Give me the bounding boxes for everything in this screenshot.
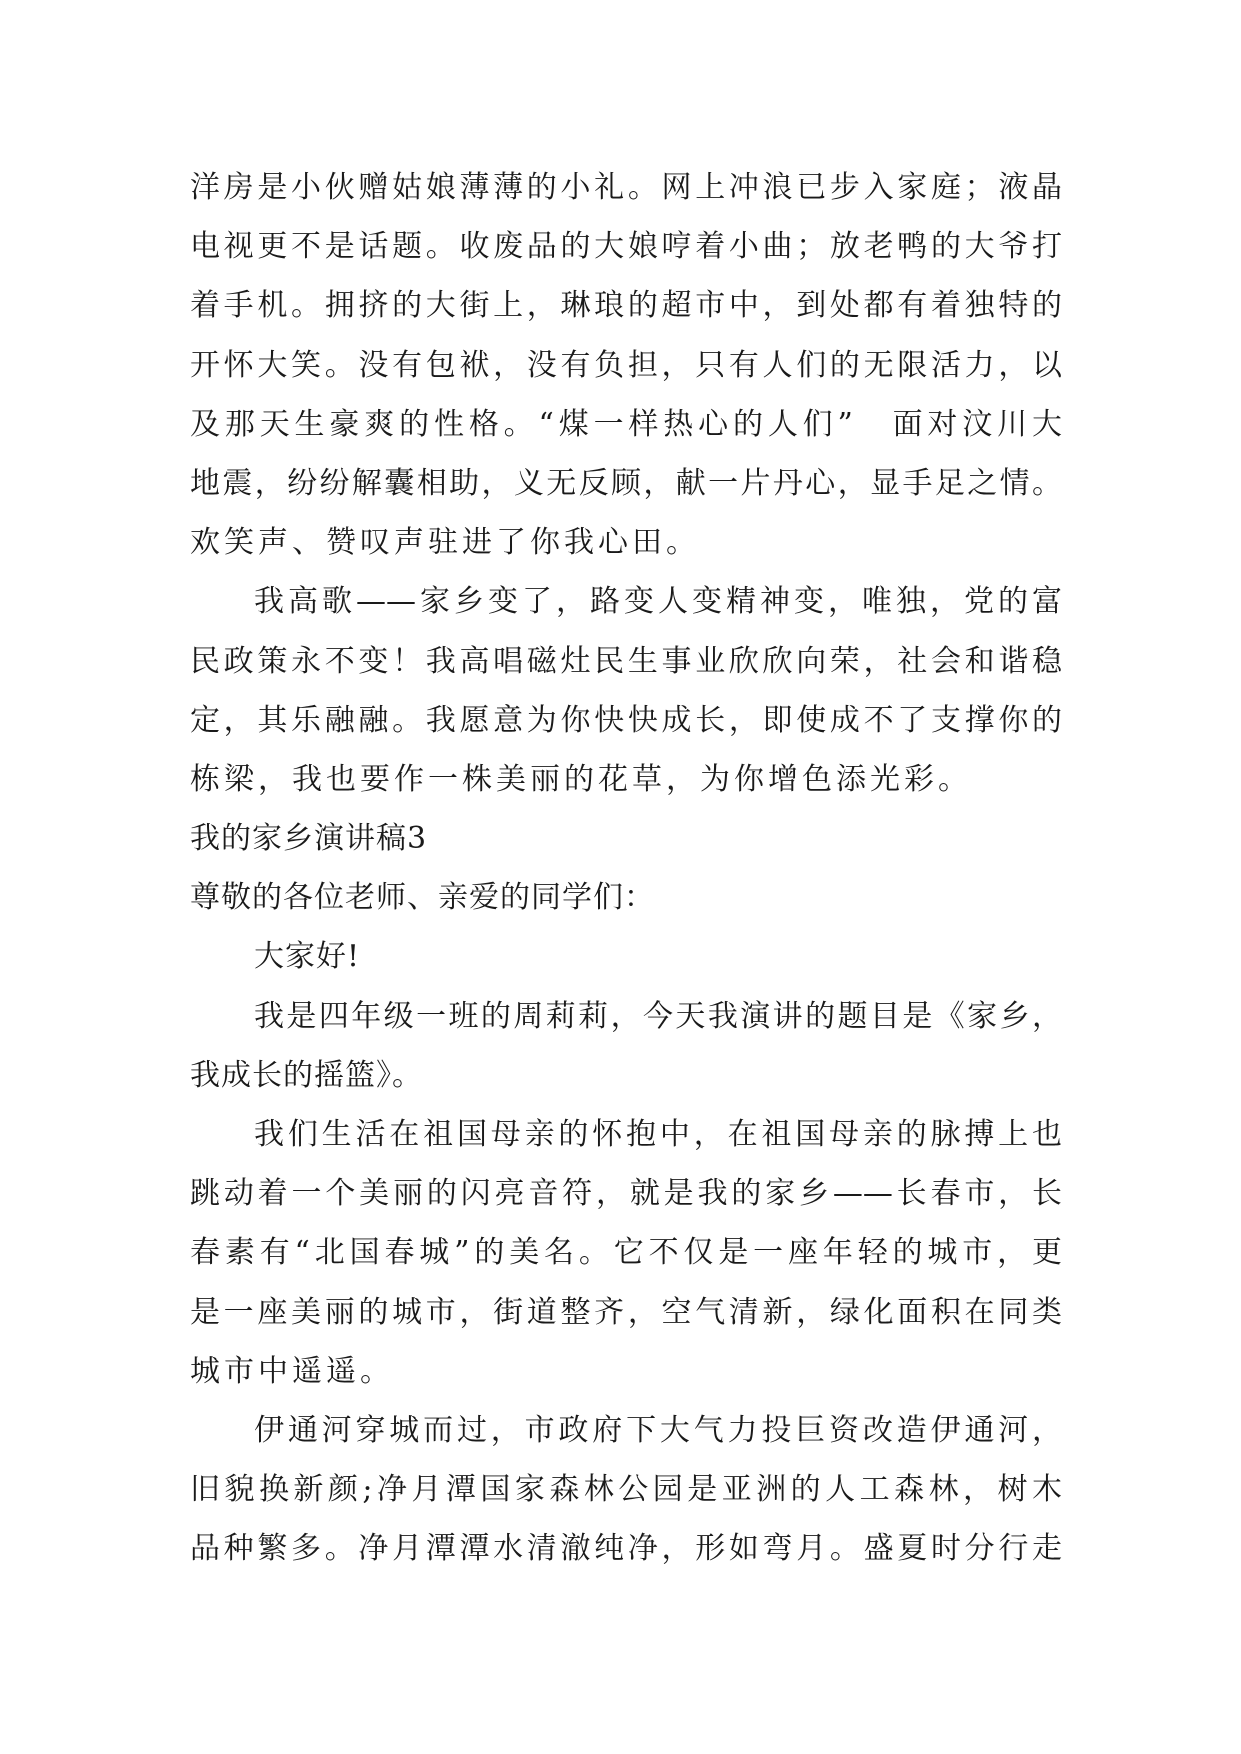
- text-line: 栋梁，我也要作一株美丽的花草，为你增色添光彩。: [190, 761, 972, 797]
- paragraph-start-line: 我是四年级一班的周莉莉，今天我演讲的题目是《家乡，: [254, 998, 1062, 1034]
- text-line: 着手机。拥挤的大街上，琳琅的超市中，到处都有着独特的: [190, 288, 1062, 324]
- text-line: 我成长的摇篮》。: [190, 1057, 423, 1093]
- text-line: 定，其乐融融。我愿意为你快快成长，即使成不了支撑你的: [190, 702, 1062, 738]
- paragraph-start-line: 我们生活在祖国母亲的怀抱中，在祖国母亲的脉搏上也: [254, 1117, 1062, 1152]
- section-heading: 我的家乡演讲稿3: [190, 821, 428, 857]
- text-line: 跳动着一个美丽的闪亮音符，就是我的家乡——长春市，长: [190, 1176, 1062, 1212]
- salutation: 尊敬的各位老师、亲爱的同学们：: [190, 880, 655, 916]
- text-line: 欢笑声、赞叹声驻进了你我心田。: [190, 525, 700, 561]
- text-line: 民政策永不变！我高唱磁灶民生事业欣欣向荣，社会和谐稳: [190, 643, 1062, 679]
- paragraph-start-line: 伊通河穿城而过，市政府下大气力投巨资改造伊通河，: [254, 1412, 1062, 1448]
- text-line: 城市中遥遥。: [190, 1353, 394, 1389]
- text-line: 是一座美丽的城市，街道整齐，空气清新，绿化面积在同类: [190, 1294, 1062, 1330]
- text-line: 品种繁多。净月潭潭水清澈纯净，形如弯月。盛夏时分行走: [190, 1531, 1062, 1567]
- paragraph-start-line: 我高歌——家乡变了，路变人变精神变，唯独，党的富: [254, 584, 1062, 620]
- text-line: 开怀大笑。没有包袱，没有负担，只有人们的无限活力，以: [190, 347, 1062, 383]
- greeting: 大家好!: [254, 939, 361, 975]
- text-line: 及那天生豪爽的性格。“煤一样热心的人们” 面对汶川大: [190, 406, 1062, 442]
- text-line: 洋房是小伙赠姑娘薄薄的小礼。网上冲浪已步入家庭；液晶: [190, 170, 1062, 205]
- document-body: [190, 158, 1062, 1579]
- text-line: 电视更不是话题。收废品的大娘哼着小曲；放老鸭的大爷打: [190, 229, 1062, 265]
- text-line: 地震，纷纷解囊相助，义无反顾，献一片丹心，显手足之情。: [190, 465, 1062, 501]
- text-line: 春素有“北国春城”的美名。它不仅是一座年轻的城市，更: [190, 1235, 1062, 1271]
- text-line: 旧貌换新颜;净月潭国家森林公园是亚洲的人工森林，树木: [190, 1472, 1062, 1508]
